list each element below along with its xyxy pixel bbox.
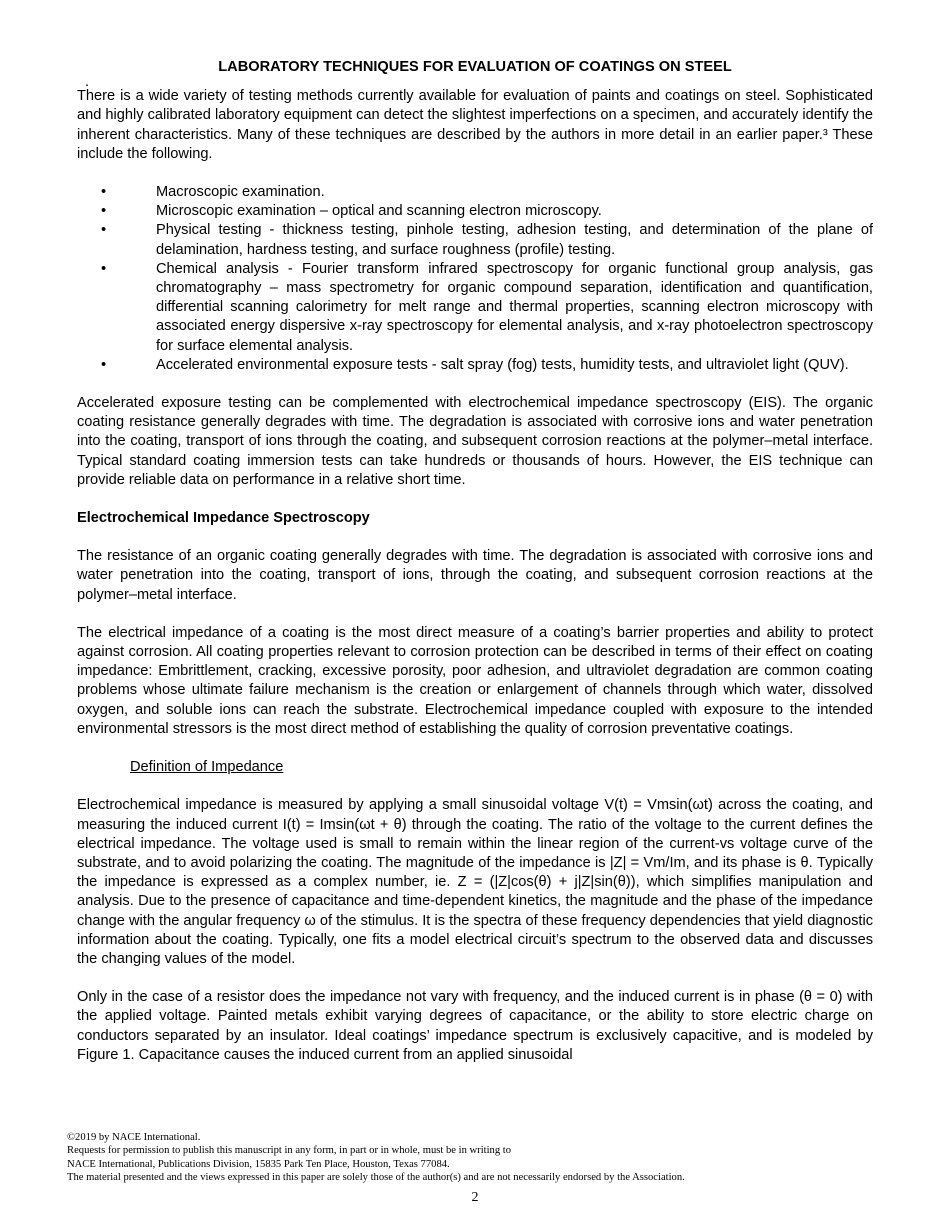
bullet-icon: • (101, 222, 107, 239)
list-item: • Physical testing - thickness testing, pinhole testing, adhesion testing, and determination of the plane of delamination, hardness testing, and surface roughness (profile) testing. (101, 222, 873, 258)
resistance-paragraph: The resistance of an organic coating generally degrades with time. The degradation is associated with corrosive ions and water penetration into the coating, transport of ions, through the coating, and subsequent corrosion reactions at the polymer–metal interface. (77, 548, 873, 603)
bullet-icon: • (101, 203, 107, 220)
list-item: • Accelerated environmental exposure tests - salt spray (fog) tests, humidity tests, and ultraviolet light (QUV). (77, 356, 873, 375)
list-item: • Chemical analysis - Fourier transform infrared spectroscopy for organic functional group analysis, gas chromatography – mass spectrometry for organic compound separation, identification and quantification, differential scanning calorimetry for melt range and thermal properties, scanning electron microscopy with associated energy dispersive x-ray spectroscopy for elemental analysis, and x-ray photoelectron spectroscopy for surface elemental analysis. (101, 260, 873, 354)
techniques-list (77, 183, 873, 375)
subheading-definition: Definition of Impedance (130, 759, 284, 776)
page-title: LABORATORY TECHNIQUES FOR EVALUATION OF COATINGS ON STEEL (218, 59, 732, 75)
page-body (77, 58, 873, 1065)
bullet-icon: • (101, 260, 107, 277)
eis-intro-paragraph: Accelerated exposure testing can be complemented with electrochemical impedance spectroscopy (EIS). The organic coating resistance generally degrades with time. The degradation is associated with corrosive ions and water penetration into the coating, transport of ions through the coating, and subsequent corrosion reactions at the polymer–metal interface. Typical standard coating immersion tests can take hundreds or thousands of hours. However, the EIS technique can provide reliable data on performance in a relative short time. (77, 395, 873, 488)
stray-mark: . (85, 74, 90, 91)
impedance-paragraph: The electrical impedance of a coating is the most direct measure of a coating’s barrier properties and ability to protect against corrosion. All coating properties relevant to corrosion protection can be described in terms of their effect on coating impedance: Embrittlement, cracking, excessive porosity, poor adhesion, and ultraviolet degradation are common coating problems whose ultimate failure mechanism is the creation or enlargement of channels through which water, dissolved oxygen, and soluble ions can reach the substrate. Electrochemical impedance coupled with exposure to the intended environmental stressors is the most direct method of establishing the quality of corrosion preventative coatings. (77, 624, 873, 737)
definition-paragraph: Electrochemical impedance is measured by applying a small sinusoidal voltage V(t) = Vmsin(ωt) across the coating, and measuring the induced current I(t) = Imsin(ωt + θ) through the coating. The ratio of the voltage to the current defines the electrical impedance. The voltage used is small to remain within the linear region of the current-vs voltage curve of the substrate, and to avoid polarizing the coating. The magnitude of the impedance is |Z| = Vm/Im, and its phase is θ. Typically the impedance is expressed as a complex number, ie. Z = (|Z|cos(θ) + j|Z|sin(θ)), which simplifies manipulation and analysis. Due to the presence of capacitance and time-dependent kinetics, the magnitude and the phase of the impedance change with the angular frequency ω of the stimulus. It is the spectra of these frequency dependencies that yield diagnostic information about the coating. Typically, one fits a model electrical circuit’s spectrum to the observed data and discusses the changing values of the model. (77, 797, 873, 967)
footer-copyright: ©2019 by NACE International. (67, 1132, 201, 1143)
bullet-icon: • (101, 356, 107, 373)
bullet-icon: • (101, 184, 107, 201)
list-item: • Microscopic examination – optical and scanning electron microscopy. (77, 202, 873, 221)
footer-line: NACE International, Publications Division, 15835 Park Ten Place, Houston, Texas 77084. (67, 1158, 450, 1170)
intro-paragraph: There is a wide variety of testing methods currently available for evaluation of paints and coatings on steel. Sophisticated and highly calibrated laboratory equipment can detect the slightest imperfections on a specimen, and accurately identify the inherent characteristics. Many of these techniques are described by the authors in more detail in an earlier paper.³ These include the following. (77, 88, 873, 162)
footer-line: Requests for permission to publish this manuscript in any form, in part or in whole, must be in writing to (67, 1145, 512, 1157)
footer-line: The material presented and the views expressed in this paper are solely those of the author(s) and are not necessarily endorsed by the Association. (67, 1172, 685, 1184)
section-heading-eis: Electrochemical Impedance Spectroscopy (77, 510, 370, 527)
list-item: • Macroscopic examination. (77, 183, 873, 202)
page-number: 2 (471, 1190, 479, 1205)
footer (67, 1131, 685, 1185)
resistor-paragraph: Only in the case of a resistor does the impedance not vary with frequency, and the induced current is in phase (θ = 0) with the applied voltage. Painted metals exhibit varying degrees of capacitance, or the ability to store electric charge on conductors separated by an insulator. Ideal coatings’ impedance spectrum is exclusively capacitive, and is modeled by Figure 1. Capacitance causes the induced current from an applied sinusoidal (77, 989, 873, 1063)
